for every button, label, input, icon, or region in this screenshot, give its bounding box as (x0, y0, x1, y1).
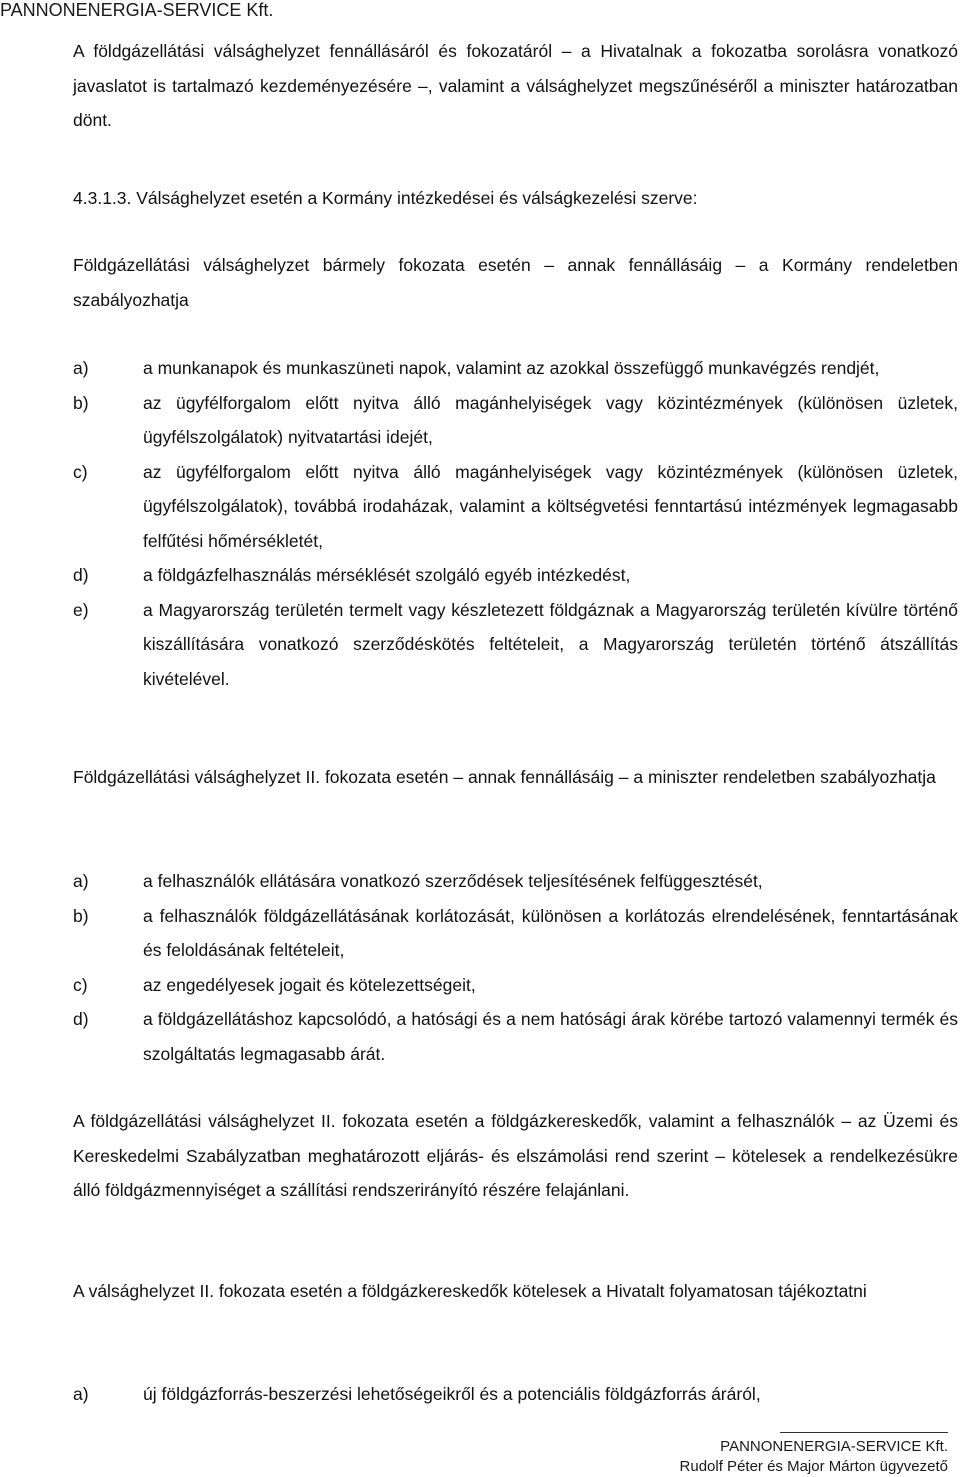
paragraph-information-obligation: A válsághelyzet II. fokozata esetén a földgázkereskedők kötelesek a Hivatalt folyamatosan tájékoztatni (73, 1281, 867, 1301)
list-government-measures (73, 351, 958, 696)
list-item-text: a földgázfelhasználás mérséklését szolgáló egyéb intézkedést, (143, 565, 631, 585)
list-item (73, 1377, 958, 1412)
list-item (73, 864, 958, 899)
list-item-text: az ügyfélforgalom előtt nyitva álló magánhelyiségek vagy közintézmények (különösen üzletek, ügyfélszolgálatok), továbbá irodaházak, valamint a költségvetési fenntartású intézmények legmagasabb felfűtési hőmérsékletét, (143, 461, 958, 551)
list-item-text: a felhasználók ellátására vonatkozó szerződések teljesítésének felfüggesztését, (143, 871, 763, 891)
list-item-text: a földgázellátáshoz kapcsolódó, a hatósági és a nem hatósági árak körébe tartozó valamennyi termék és szolgáltatás legmagasabb árát. (143, 1009, 958, 1064)
list-item-text: a felhasználók földgázellátásának korlátozását, különösen a korlátozás elrendelésének, fenntartásának és feloldásának feltételeit, (143, 905, 958, 960)
list-item-marker: d) (73, 1009, 89, 1029)
list-item-marker: a) (73, 358, 89, 378)
header-company: PANNONENERGIA-SERVICE Kft. (0, 0, 274, 20)
list-item (73, 558, 958, 593)
section-heading-4-3-1-3: 4.3.1.3. Válsághelyzet esetén a Kormány intézkedései és válságkezelési szerve: (73, 188, 698, 208)
list-item-text: a Magyarország területén termelt vagy készletezett földgáznak a Magyarország területén kívülre történő kiszállítására vonatkozó szerződéskötés feltételeit, a Magyarország területén történő átszállítás kivételével. (143, 599, 958, 689)
footer-author: Rudolf Péter és Major Márton ügyvezető (679, 1458, 948, 1475)
list-item-marker: e) (73, 599, 89, 620)
list-item (73, 386, 958, 455)
footer-company: PANNONENERGIA-SERVICE Kft. (720, 1438, 948, 1455)
paragraph-gas-offer-obligation: A földgázellátási válsághelyzet II. fokozata esetén a földgázkereskedők, valamint a felhasználók – az Üzemi és Kereskedelmi Szabályzatban meghatározott eljárás- és elszámolási rend szerint – kötelesek a rendelkezésükre álló földgázmennyiséget a szállítási rendszerirányító részére felajánlani. (73, 1111, 958, 1200)
footer-rule (780, 1432, 948, 1433)
list-item (73, 968, 958, 1003)
list-item-marker: b) (73, 392, 89, 413)
list-item (73, 1002, 958, 1071)
list-item-marker: c) (73, 974, 88, 995)
paragraph-crisis-decision: A földgázellátási válsághelyzet fennállásáról és fokozatáról – a Hivatalnak a fokozatba sorolásra vonatkozó javaslatot is tartalmazó kezdeményezésére –, valamint a válsághelyzet megszűnéséről a miniszter határozatban dönt. (73, 41, 958, 130)
paragraph-minister-regulation: Földgázellátási válsághelyzet II. fokozata esetén – annak fennállásáig – a miniszter rendeletben szabályozhatja (73, 767, 936, 787)
list-item-marker: a) (73, 871, 89, 891)
list-minister-measures (73, 864, 958, 1071)
list-item-marker: d) (73, 565, 89, 585)
list-item-marker: b) (73, 905, 89, 926)
list-item-text: az ügyfélforgalom előtt nyitva álló magánhelyiségek vagy közintézmények (különösen üzletek, ügyfélszolgálatok) nyitvatartási idejét, (143, 392, 958, 447)
paragraph-government-regulation: Földgázellátási válsághelyzet bármely fokozata esetén – annak fennállásáig – a Kormány rendeletben szabályozhatja (73, 255, 958, 310)
list-item (73, 899, 958, 968)
list-item-text: a munkanapok és munkaszüneti napok, valamint az azokkal összefüggő munkavégzés rendjét, (143, 358, 880, 378)
list-item-text: új földgázforrás-beszerzési lehetőségeikről és a potenciális földgázforrás áráról, (143, 1384, 761, 1404)
list-item-marker: c) (73, 461, 88, 482)
footer (680, 1432, 948, 1477)
list-information-items (73, 1377, 958, 1412)
list-item-marker: a) (73, 1384, 89, 1404)
list-item (73, 351, 958, 386)
list-item-text: az engedélyesek jogait és kötelezettségeit, (143, 974, 476, 995)
list-item (73, 455, 958, 559)
list-item (73, 593, 958, 697)
